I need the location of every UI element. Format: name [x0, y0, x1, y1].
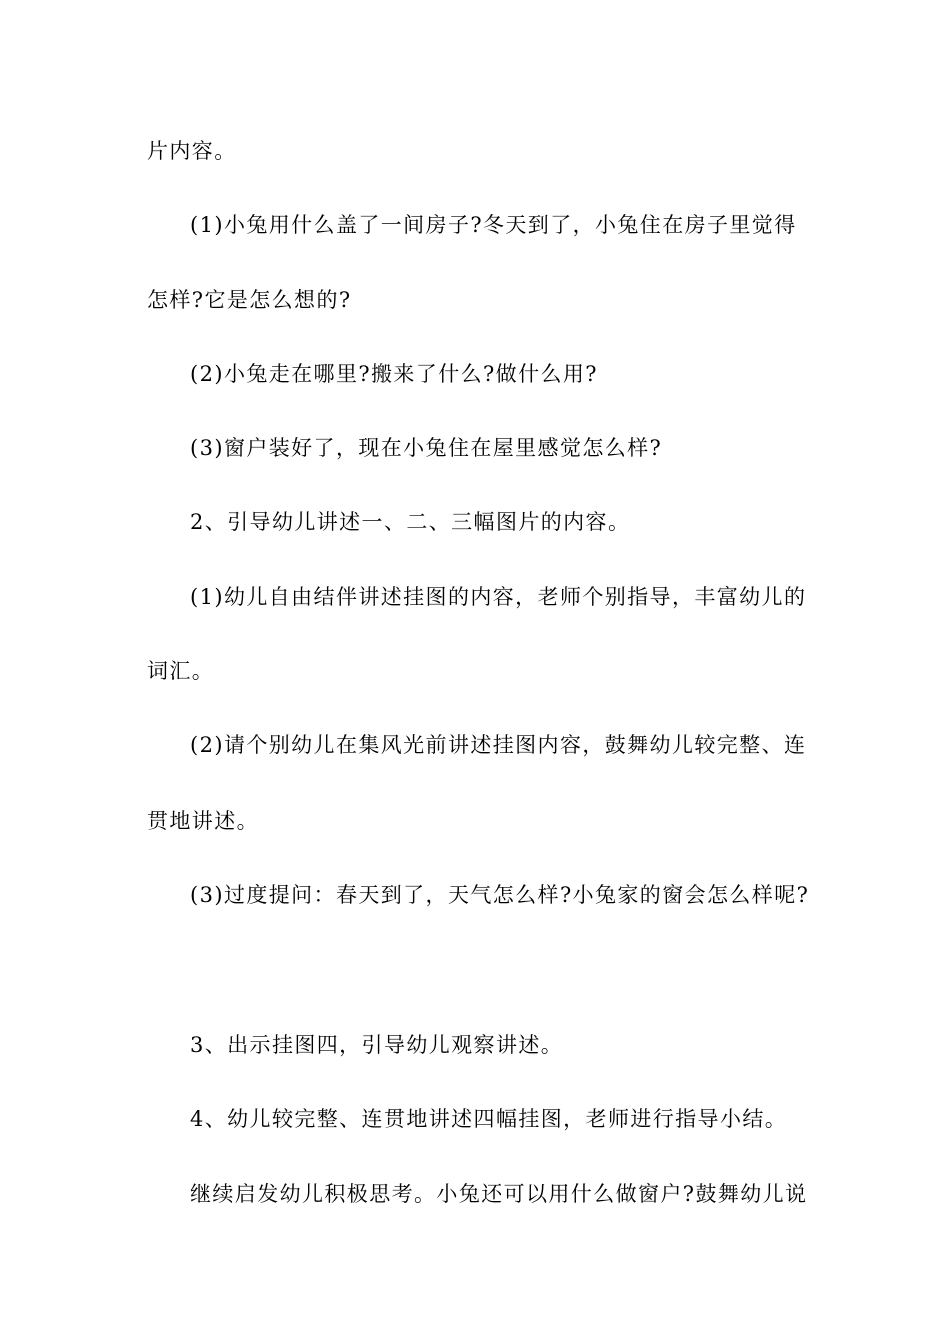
text-line: (2)小兔走在哪里?搬来了什么?做什么用?	[190, 362, 598, 386]
text-line: 贯地讲述。	[147, 809, 259, 833]
text-line: (1)小兔用什么盖了一间房子?冬天到了，小兔住在房子里觉得	[190, 213, 797, 237]
text-line: 词汇。	[147, 659, 215, 683]
text-line: 继续启发幼儿积极思考。小兔还可以用什么做窗户?鼓舞幼儿说	[190, 1182, 808, 1206]
text-line: (2)请个别幼儿在集风光前讲述挂图内容，鼓舞幼儿较完整、连	[190, 733, 807, 757]
text-line: (3)窗户装好了，现在小兔住在屋里感觉怎么样?	[190, 436, 663, 460]
text-line: (3)过度提问：春天到了，天气怎么样?小兔家的窗会怎么样呢?	[190, 883, 810, 907]
text-line: 3、出示挂图四，引导幼儿观察讲述。	[190, 1033, 564, 1057]
text-line: 4、幼儿较完整、连贯地讲述四幅挂图，老师进行指导小结。	[190, 1107, 788, 1131]
text-line: (1)幼儿自由结伴讲述挂图的内容，老师个别指导，丰富幼儿的	[190, 585, 807, 609]
text-line: 2、引导幼儿讲述一、二、三幅图片的内容。	[190, 510, 631, 534]
text-line: 片内容。	[147, 139, 237, 163]
text-line: 怎样?它是怎么想的?	[147, 288, 352, 312]
